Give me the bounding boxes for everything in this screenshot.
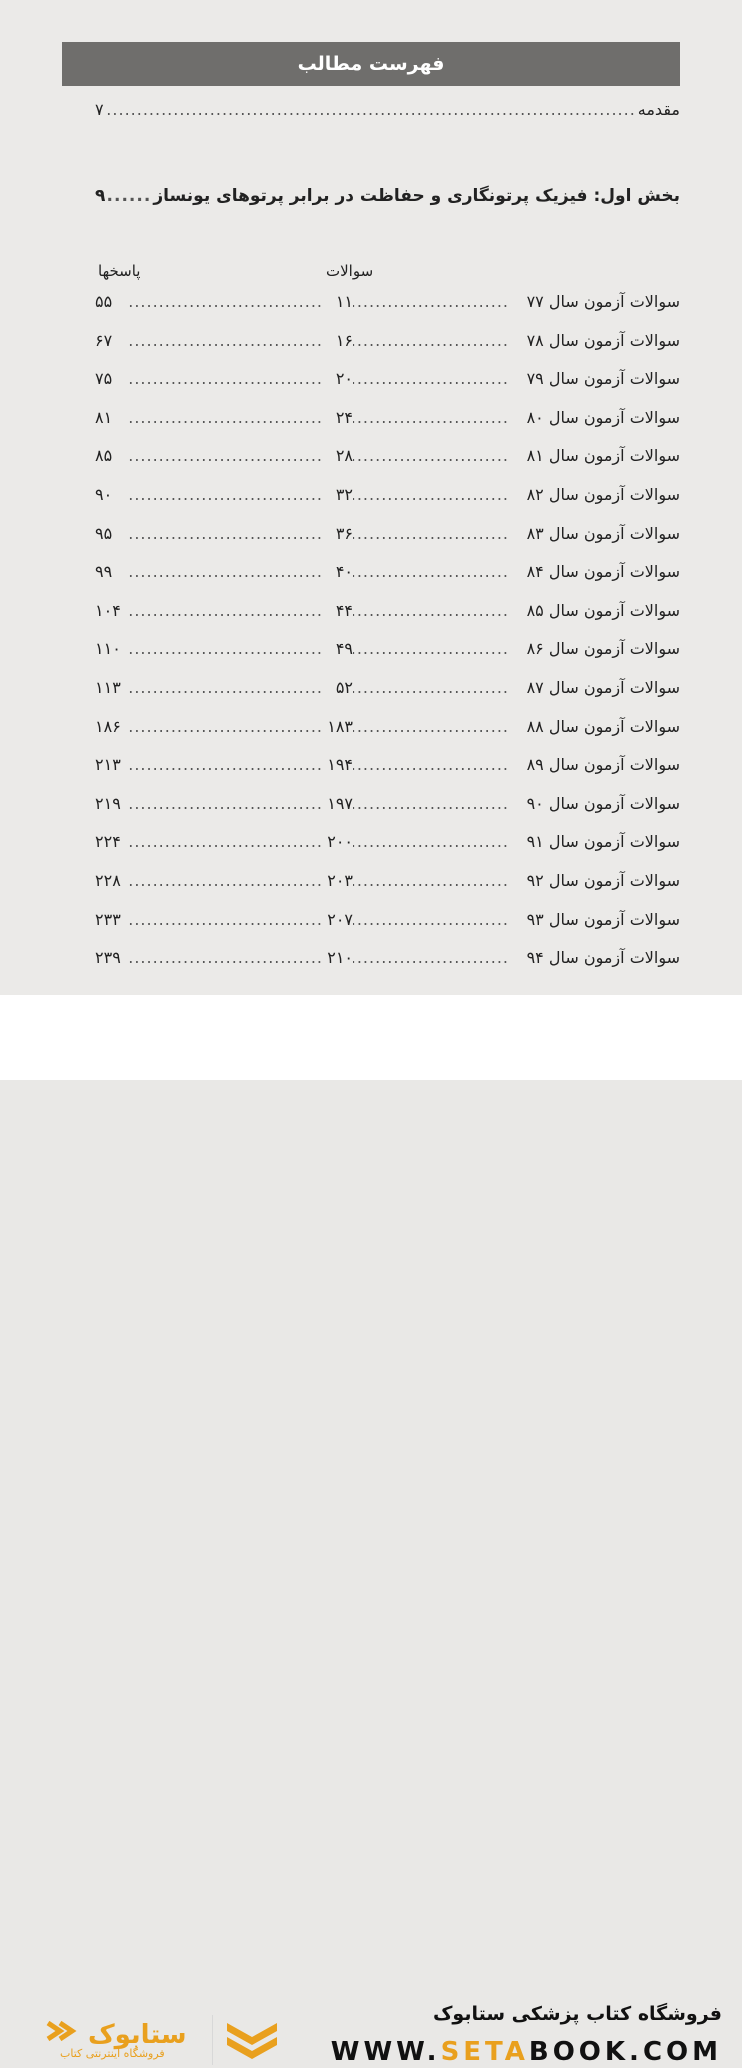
toc-row bbox=[95, 601, 680, 627]
question-page: ۲۸ bbox=[335, 446, 353, 465]
url-prefix: WWW. bbox=[330, 2037, 441, 2067]
toc-row bbox=[95, 832, 680, 858]
leader-dots bbox=[353, 755, 509, 774]
row-label: سوالات آزمون سال ۹۱ bbox=[526, 832, 680, 851]
leader-dots bbox=[127, 678, 323, 697]
row-label: سوالات آزمون سال ۹۰ bbox=[526, 794, 680, 813]
leader-dots bbox=[127, 832, 323, 851]
row-label: سوالات آزمون سال ۷۸ bbox=[526, 331, 680, 350]
leader-dots bbox=[127, 292, 323, 311]
logo-tagline: فروشگاه اینترنتی کتاب bbox=[60, 2047, 165, 2060]
section-row bbox=[95, 186, 680, 206]
row-label: سوالات آزمون سال ۸۱ bbox=[526, 446, 680, 465]
leader-dots bbox=[106, 100, 636, 119]
toc-row bbox=[95, 717, 680, 743]
row-label: سوالات آزمون سال ۸۳ bbox=[526, 524, 680, 543]
answer-page: ۸۵ bbox=[95, 446, 113, 465]
question-page: ۱۹۷ bbox=[327, 794, 353, 813]
question-page: ۱۸۳ bbox=[327, 717, 353, 736]
row-label: سوالات آزمون سال ۸۰ bbox=[526, 408, 680, 427]
toc-row bbox=[95, 755, 680, 781]
toc-row bbox=[95, 369, 680, 395]
leader-dots bbox=[127, 910, 323, 929]
question-page: ۲۱۰ bbox=[327, 948, 353, 967]
question-page: ۲۰ bbox=[335, 369, 353, 388]
toc-row bbox=[95, 562, 680, 588]
leader-dots bbox=[127, 408, 323, 427]
leader-dots bbox=[127, 755, 323, 774]
leader-dots bbox=[353, 948, 509, 967]
intro-label: مقدمه bbox=[637, 100, 680, 119]
answer-page: ۱۰۴ bbox=[95, 601, 121, 620]
leader-dots bbox=[353, 524, 509, 543]
leader-dots bbox=[127, 871, 323, 890]
store-url[interactable] bbox=[331, 2037, 722, 2067]
answer-page: ۷۵ bbox=[95, 369, 113, 388]
answer-page: ۲۳۳ bbox=[95, 910, 121, 929]
toc-row bbox=[95, 408, 680, 434]
row-label: سوالات آزمون سال ۸۲ bbox=[526, 485, 680, 504]
answer-page: ۵۵ bbox=[95, 292, 113, 311]
question-page: ۱۱ bbox=[335, 292, 353, 311]
url-suffix: BOOK.COM bbox=[528, 2037, 722, 2067]
answer-page: ۲۲۴ bbox=[95, 832, 121, 851]
toc-row bbox=[95, 446, 680, 472]
answer-page: ۶۷ bbox=[95, 331, 113, 350]
leader-dots bbox=[127, 717, 323, 736]
intro-row bbox=[95, 100, 680, 119]
footer-divider bbox=[212, 2015, 213, 2065]
leader-dots bbox=[353, 446, 509, 465]
row-label: سوالات آزمون سال ۸۹ bbox=[526, 755, 680, 774]
leader-dots bbox=[353, 331, 509, 350]
leader-dots bbox=[353, 369, 509, 388]
row-label: سوالات آزمون سال ۸۸ bbox=[526, 717, 680, 736]
leader-dots bbox=[127, 369, 323, 388]
question-page: ۱۶ bbox=[335, 331, 353, 350]
leader-dots bbox=[127, 948, 323, 967]
row-label: سوالات آزمون سال ۸۷ bbox=[526, 678, 680, 697]
toc-row bbox=[95, 485, 680, 511]
leader-dots bbox=[353, 292, 509, 311]
answer-page: ۲۳۹ bbox=[95, 948, 121, 967]
leader-dots bbox=[127, 524, 323, 543]
question-page: ۵۲ bbox=[335, 678, 353, 697]
question-page: ۴۴ bbox=[335, 601, 353, 620]
leader-dots bbox=[353, 562, 509, 581]
toc-header bbox=[62, 42, 680, 86]
leader-dots bbox=[127, 331, 323, 350]
toc-title: فهرست مطالب bbox=[297, 53, 445, 75]
leader-dots bbox=[353, 871, 509, 890]
toc-row bbox=[95, 678, 680, 704]
leader-dots bbox=[107, 186, 151, 206]
toc-row bbox=[95, 292, 680, 318]
intro-page: ۷ bbox=[95, 100, 104, 119]
section-label: بخش اول: فیزیک پرتونگاری و حفاظت در برابر پرتوهای یونساز bbox=[153, 186, 680, 206]
answer-page: ۱۱۳ bbox=[95, 678, 121, 697]
section-page: ۹ bbox=[95, 186, 106, 206]
answer-page: ۲۱۳ bbox=[95, 755, 121, 774]
answer-page: ۱۱۰ bbox=[95, 639, 121, 658]
leader-dots bbox=[353, 639, 509, 658]
question-page: ۲۰۰ bbox=[327, 832, 353, 851]
book-page bbox=[0, 0, 742, 995]
leader-dots bbox=[127, 446, 323, 465]
question-page: ۲۴ bbox=[335, 408, 353, 427]
url-highlight: SETA bbox=[440, 2037, 529, 2067]
toc-row bbox=[95, 331, 680, 357]
leader-dots bbox=[353, 910, 509, 929]
answer-page: ۲۱۹ bbox=[95, 794, 121, 813]
store-name: فروشگاه کتاب پزشکی ستابوک bbox=[432, 2003, 722, 2025]
row-label: سوالات آزمون سال ۹۲ bbox=[526, 871, 680, 890]
question-page: ۴۹ bbox=[335, 639, 353, 658]
leader-dots bbox=[353, 601, 509, 620]
answer-page: ۹۵ bbox=[95, 524, 113, 543]
question-page: ۱۹۴ bbox=[327, 755, 353, 774]
leader-dots bbox=[353, 408, 509, 427]
toc-row bbox=[95, 639, 680, 665]
leader-dots bbox=[127, 601, 323, 620]
row-label: سوالات آزمون سال ۹۴ bbox=[526, 948, 680, 967]
logo-wordmark: ستابوک bbox=[88, 2020, 187, 2050]
row-label: سوالات آزمون سال ۸۵ bbox=[526, 601, 680, 620]
question-page: ۲۰۷ bbox=[327, 910, 353, 929]
row-label: سوالات آزمون سال ۷۷ bbox=[526, 292, 680, 311]
answer-page: ۲۲۸ bbox=[95, 871, 121, 890]
leader-dots bbox=[127, 794, 323, 813]
leader-dots bbox=[127, 562, 323, 581]
toc-row bbox=[95, 524, 680, 550]
leader-dots bbox=[353, 794, 509, 813]
row-label: سوالات آزمون سال ۷۹ bbox=[526, 369, 680, 388]
row-label: سوالات آزمون سال ۸۴ bbox=[526, 562, 680, 581]
question-page: ۲۰۳ bbox=[327, 871, 353, 890]
answer-page: ۱۸۶ bbox=[95, 717, 121, 736]
answer-page: ۹۹ bbox=[95, 562, 113, 581]
leader-dots bbox=[353, 832, 509, 851]
question-page: ۴۰ bbox=[335, 562, 353, 581]
answer-page: ۹۰ bbox=[95, 485, 113, 504]
leader-dots bbox=[127, 639, 323, 658]
leader-dots bbox=[353, 717, 509, 736]
question-page: ۳۲ bbox=[335, 485, 353, 504]
toc-row bbox=[95, 948, 680, 974]
row-label: سوالات آزمون سال ۸۶ bbox=[526, 639, 680, 658]
row-label: سوالات آزمون سال ۹۳ bbox=[526, 910, 680, 929]
leader-dots bbox=[127, 485, 323, 504]
answer-page: ۸۱ bbox=[95, 408, 113, 427]
chevron-logo-icon bbox=[223, 2015, 281, 2067]
toc-row bbox=[95, 871, 680, 897]
footer-banner bbox=[0, 995, 742, 2067]
toc-row bbox=[95, 794, 680, 820]
question-page: ۳۶ bbox=[335, 524, 353, 543]
leader-dots bbox=[353, 678, 509, 697]
leader-dots bbox=[353, 485, 509, 504]
questions-column-header: سوالات bbox=[326, 262, 374, 280]
answers-column-header: پاسخها bbox=[98, 262, 141, 280]
toc-row bbox=[95, 910, 680, 936]
